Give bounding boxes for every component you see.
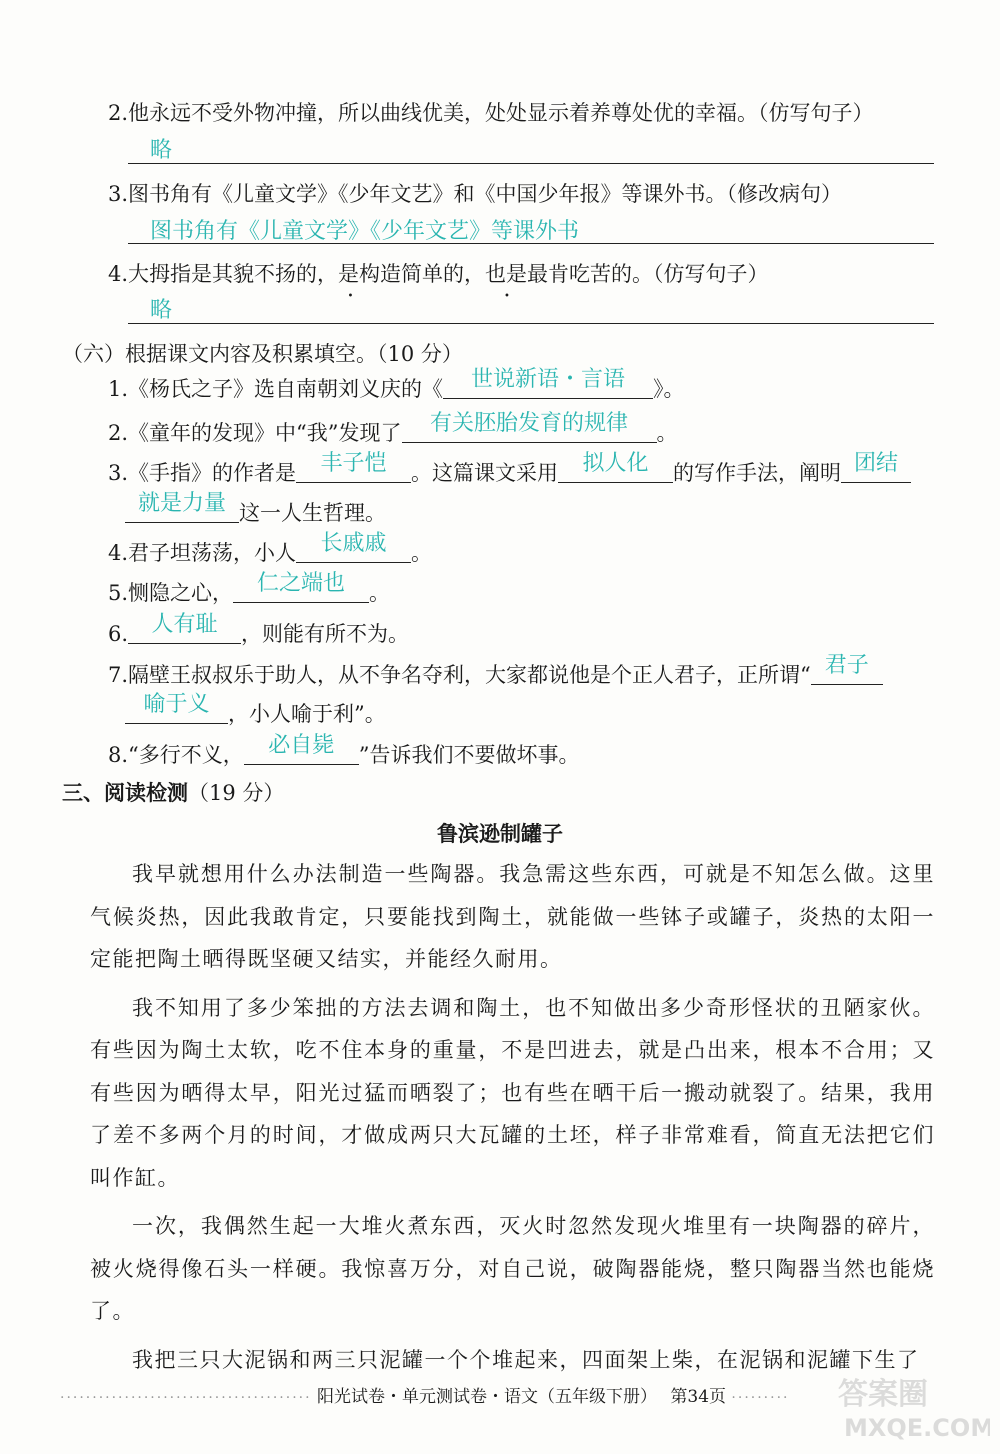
q6-3-answer2: 拟人化 [582, 451, 649, 476]
footer-dots-right: ········· [731, 1390, 790, 1406]
q6-5: 5.恻隐之心， 仁之端也 。 [108, 571, 391, 605]
svg-text:答案圈: 答案圈 [838, 1377, 928, 1412]
q6-3-cont: 就是力量 这一人生哲理。 [125, 496, 1000, 527]
paragraph: 我早就想用什么办法制造一些陶器。我急需这些东西，可就是不知怎么做。这里气候炎热，因此我敢肯定，只要能找到陶土，就能做一些钵子或罐子，炎热的太阳一定能把陶土晒得既坚硬又结实，并能经久耐用。 [90, 862, 935, 971]
page-number: 第34页 [670, 1387, 727, 1407]
q6-3-answer1: 丰子恺 [320, 451, 387, 476]
q6-6-answer: 人有耻 [151, 612, 218, 637]
reading-passage [90, 853, 935, 1381]
q6-8-answer: 必自毙 [268, 733, 335, 758]
answer-line [128, 243, 934, 244]
q6-3-answer3a: 团结 [854, 451, 899, 476]
svg-text:MXQE.COM: MXQE.COM [844, 1414, 990, 1442]
paragraph: 我把三只大泥锅和两三只泥罐一个个堆起来，四面架上柴，在泥锅和泥罐下生了 [132, 1347, 920, 1372]
watermark-logo [830, 1366, 990, 1446]
reading-title: 鲁滨逊制罐子 [437, 822, 563, 846]
footer-dots-left: ······································· [60, 1390, 312, 1406]
paragraph: 我不知用了多少笨拙的方法去调和陶土，也不知做出多少奇形怪状的丑陋家伙。有些因为陶土太软，吃不住本身的重量，不是凹进去，就是凸出来，根本不合用；又有些因为晒得太早，阳光过猛而晒裂了；也有些在晒干后一搬动就裂了。结果，我用了差不多两个月的时间，才做成两只大瓦罐的土坯，样子非常难看，简直无法把它们叫作缸。 [90, 995, 935, 1190]
q6-7-answer2: 喻于义 [143, 692, 210, 717]
q6-7-answer1: 君子 [824, 653, 869, 678]
answer-line [128, 323, 934, 324]
q6-1-answer: 世说新语・言语 [471, 367, 626, 392]
q6-4-answer: 长戚戚 [320, 531, 387, 556]
q6-3: 3.《手指》的作者是 丰子恺 。这篇课文采用 拟人化 的写作手法，阐明 团结 [108, 456, 1000, 487]
q5-2: 2.他永远不受外物冲撞，所以曲线优美，处处显示着养尊处优的幸福。（仿写句子） [108, 101, 874, 125]
answer-line [128, 163, 934, 164]
q6-2: 2.《童年的发现》中“我”发现了 有关胚胎发育的规律 。 [108, 411, 678, 445]
q5-4: 4.大拇指是其貌不扬的，是构造简单的，也是最肯吃苦的。（仿写句子） [108, 262, 769, 286]
q6-1: 1.《杨氏之子》选自南朝刘义庆的《 世说新语・言语 》。 [108, 367, 685, 401]
footer-text: 阳光试卷・单元测试卷・语文（五年级下册） [316, 1387, 657, 1407]
q5-2-answer: 略 [150, 138, 173, 163]
q6-3-answer3b: 就是力量 [137, 491, 226, 516]
q5-4-answer: 略 [150, 298, 173, 323]
paragraph: 一次，我偶然生起一大堆火煮东西，灭火时忽然发现火堆里有一块陶器的碎片，被火烧得像石头一样硬。我惊喜万分，对自己说，破陶器能烧，整只陶器当然也能烧了。 [90, 1214, 935, 1323]
q6-7-cont: 喻于义 ，小人喻于利”。 [125, 697, 1000, 728]
section3-heading: 三、阅读检测（19 分） [62, 780, 285, 805]
q5-3: 3.图书角有《儿童文学》《少年文艺》和《中国少年报》等课外书。（修改病句） [108, 182, 843, 206]
q6-4: 4.君子坦荡荡，小人 长戚戚 。 [108, 531, 433, 565]
q6-2-answer: 有关胚胎发育的规律 [430, 411, 629, 436]
q6-7: 7.隔壁王叔叔乐于助人，从不争名夺利，大家都说他是个正人君子，正所谓“ 君子 [108, 658, 1000, 689]
q6-6: 6. 人有耻 ，则能有所不为。 [108, 612, 410, 646]
q6-5-answer: 仁之端也 [257, 571, 346, 596]
section6-heading: （六）根据课文内容及积累填空。（10 分） [62, 342, 463, 366]
q6-8: 8.“多行不义， 必自毙 ”告诉我们不要做坏事。 [108, 733, 580, 767]
q5-3-answer: 图书角有《儿童文学》《少年文艺》等课外书 [150, 219, 580, 244]
